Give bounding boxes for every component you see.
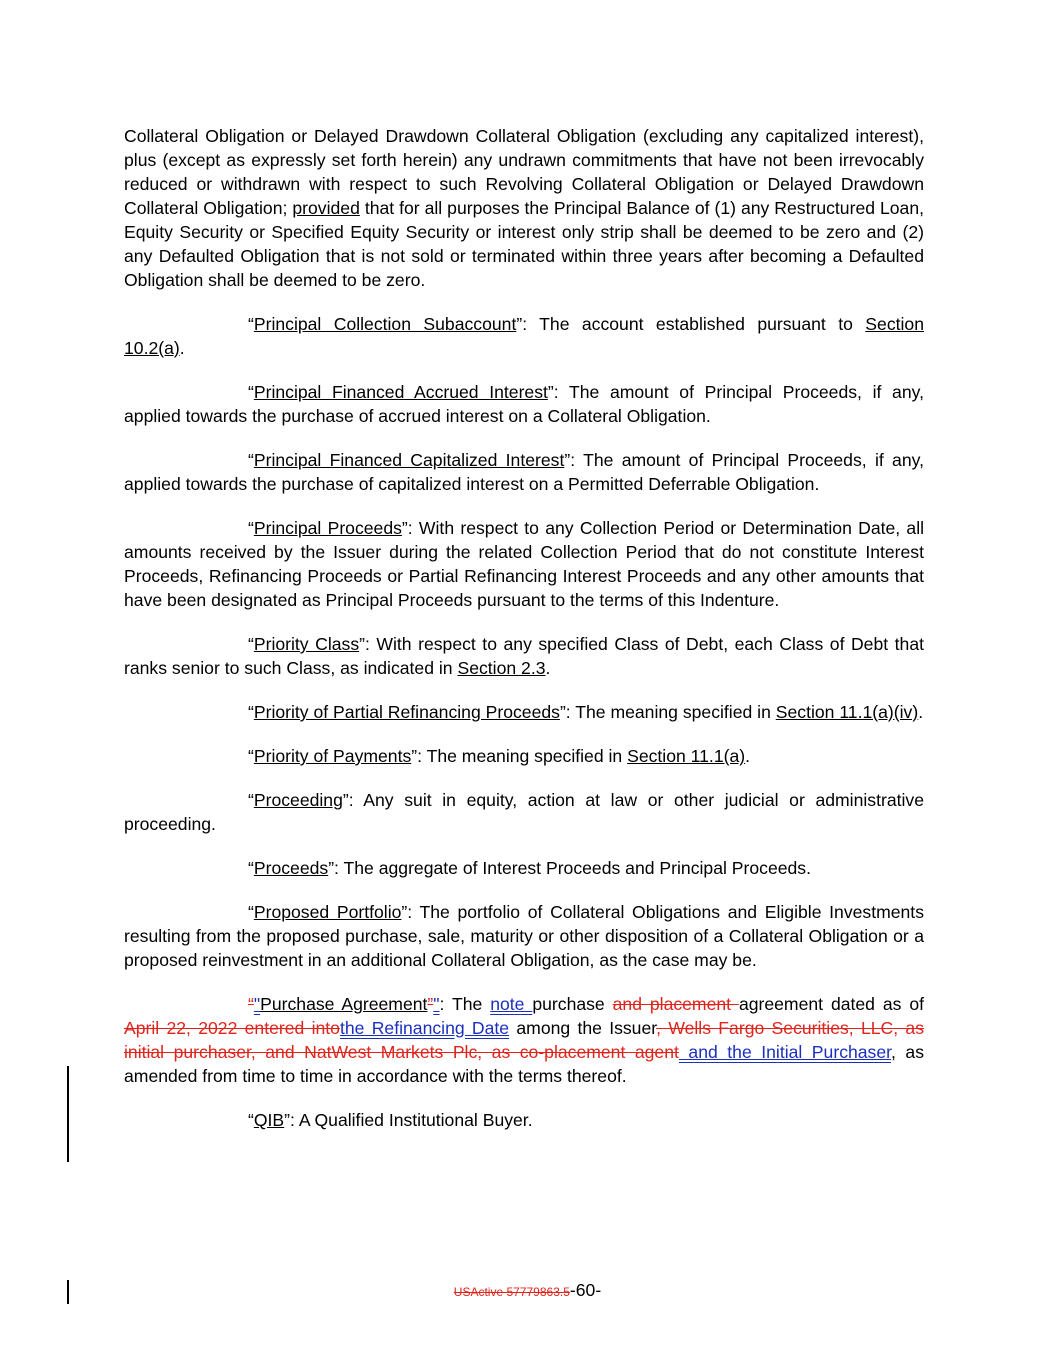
definition-proposed-portfolio: “Proposed Portfolio”: The portfolio of Collateral Obligations and Eligible Investments resulting from the proposed purchase, sale, maturity or other disposition of a Collateral Obligation or a proposed reinvestment in an additional Collateral Obligation, as the case may be.: [124, 902, 924, 970]
defined-term: QIB: [253, 1110, 285, 1130]
section-reference: Section 2.3: [457, 658, 546, 678]
section-reference: Section 11.1(a)(iv): [775, 702, 919, 722]
definition-priority-of-partial-refinancing-proceeds: “Priority of Partial Refinancing Proceeds”: The meaning specified in Section 11.1(a)(iv).: [248, 702, 924, 722]
defined-term: Purchase Agreement: [260, 994, 428, 1014]
defined-term: Proceeds: [253, 858, 329, 878]
definition-principal-collection-subaccount: “Principal Collection Subaccount”: The account established pursuant to Section 10.2(a).: [124, 314, 924, 358]
inserted-text: note: [490, 994, 533, 1014]
page-number: -60-: [569, 1280, 602, 1300]
provided-term: provided: [292, 198, 360, 218]
defined-term: Proceeding: [253, 790, 343, 810]
change-bar: [67, 1066, 69, 1162]
deleted-text: “: [248, 994, 254, 1014]
inserted-text: ": [433, 994, 440, 1014]
defined-term: Priority of Partial Refinancing Proceeds: [253, 702, 560, 722]
deleted-text: , Wells Fargo Securities, LLC, as initial purchaser, and NatWest Markets Plc, as co-placement agent: [124, 1018, 924, 1062]
defined-term: Principal Proceeds: [253, 518, 402, 538]
definition-principal-financed-capitalized-interest: “Principal Financed Capitalized Interest”: The amount of Principal Proceeds, if any, applied towards the purchase of capitalized interest on a Permitted Deferrable Obligation.: [124, 450, 924, 494]
section-reference: Section 11.1(a): [627, 746, 746, 766]
section-reference: Section 10.2(a): [124, 314, 924, 358]
deleted-text: and placement: [612, 994, 739, 1014]
definition-purchase-agreement-redlined: “"Purchase Agreement”": The note purchase and placement agreement dated as of April 22, 2022 entered intothe Refinancing Date among the Issuer, Wells Fargo Securities, LLC, as initial purchaser, and NatWest Markets Plc, as co-placement agent and the Initial Purchaser, as amended from time to time in accordance with the terms thereof.: [124, 994, 925, 1086]
defined-term: Principal Financed Accrued Interest: [253, 382, 548, 402]
defined-term: Priority of Payments: [253, 746, 412, 766]
definition-proceeding: “Proceeding”: Any suit in equity, action at law or other judicial or administrative proceeding.: [124, 790, 924, 834]
defined-term: Proposed Portfolio: [253, 902, 402, 922]
defined-term: Principal Collection Subaccount: [253, 314, 517, 334]
page-footer: [0, 1280, 1055, 1301]
definition-priority-of-payments: “Priority of Payments”: The meaning specified in Section 11.1(a).: [248, 746, 750, 766]
deleted-text: April 22, 2022 entered into: [124, 1018, 340, 1038]
definition-principal-financed-accrued-interest: “Principal Financed Accrued Interest”: The amount of Principal Proceeds, if any, applied towards the purchase of accrued interest on a Collateral Obligation.: [124, 382, 924, 426]
inserted-text: the Refinancing Date: [339, 1018, 510, 1038]
definition-qib: “QIB”: A Qualified Institutional Buyer.: [248, 1110, 533, 1130]
inserted-text: ": [253, 994, 261, 1014]
deleted-text: ”: [427, 994, 434, 1014]
definition-proceeds: “Proceeds”: The aggregate of Interest Proceeds and Principal Proceeds.: [248, 858, 811, 878]
document-code: USActive 57779863.5: [453, 1285, 570, 1299]
definition-principal-proceeds: “Principal Proceeds”: With respect to any Collection Period or Determination Date, all amounts received by the Issuer during the related Collection Period that do not constitute Interest Proceeds, Refinancing Proceeds or Partial Refinancing Interest Proceeds and any other amounts that have been designated as Principal Proceeds pursuant to the terms of this Indenture.: [124, 518, 925, 610]
defined-term: Priority Class: [253, 634, 360, 654]
paragraph-principal-balance-continued: Collateral Obligation or Delayed Drawdown Collateral Obligation (excluding any capitalized interest), plus (except as expressly set forth herein) any undrawn commitments that have not been irrevocably reduced or withdrawn with respect to such Revolving Collateral Obligation or Delayed Drawdown Collateral Obligation; provided that for all purposes the Principal Balance of (1) any Restructured Loan, Equity Security or Specified Equity Security or interest only strip shall be deemed to be zero and (2) any Defaulted Obligation that is not sold or terminated within three years after becoming a Defaulted Obligation shall be deemed to be zero.: [124, 126, 924, 290]
document-body: [124, 124, 924, 1152]
definition-priority-class: “Priority Class”: With respect to any specified Class of Debt, each Class of Debt that ranks senior to such Class, as indicated in Section 2.3.: [124, 634, 925, 678]
defined-term: Principal Financed Capitalized Interest: [253, 450, 565, 470]
inserted-text: and the Initial Purchaser: [678, 1042, 892, 1062]
